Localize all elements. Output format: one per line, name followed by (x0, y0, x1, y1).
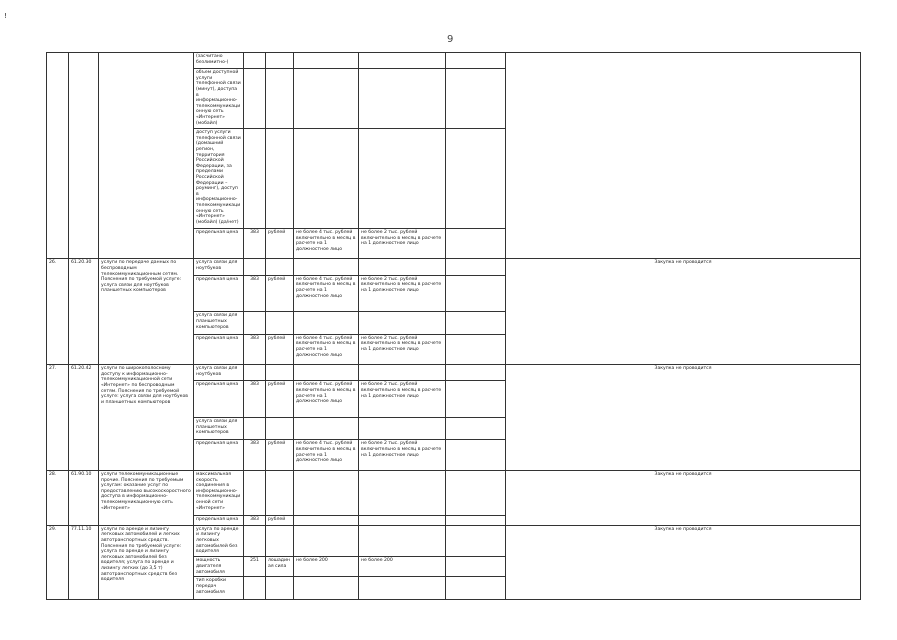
unit-cell: рублей (266, 515, 294, 525)
row-number-cell: 29. (47, 525, 69, 599)
technical-value-cell (359, 312, 446, 334)
okei-code-cell (244, 259, 266, 275)
item-name-cell (99, 53, 194, 259)
empty-cell (446, 275, 506, 312)
okei-code-cell (244, 470, 266, 515)
characteristic-cell: мощность двигателя автомобиля (194, 557, 244, 577)
empty-cell (446, 259, 506, 275)
unit-cell: рублей (266, 275, 294, 312)
empty-cell (446, 365, 506, 381)
technical-value-cell: не более 2 тыс. рублей включительно в месяц в расчете на 1 должностное лицо (359, 275, 446, 312)
okei-code-cell (244, 69, 266, 129)
technical-value-cell: не более 2 тыс. рублей включительно в месяц в расчете на 1 должностное лицо (359, 381, 446, 418)
requirement-cell (294, 129, 359, 229)
characteristic-cell: услуга по аренде и лизингу легковых автомобилей без водителя (194, 525, 244, 556)
okei-code-cell: 383 (244, 515, 266, 525)
unit-cell (266, 129, 294, 229)
requirement-cell (294, 53, 359, 69)
requirement-cell (294, 515, 359, 525)
technical-value-cell (359, 525, 446, 556)
requirement-cell (294, 577, 359, 600)
characteristic-cell: предельная цена (194, 515, 244, 525)
characteristic-cell: услуга связи для ноутбуков (194, 365, 244, 381)
item-name-cell: услуги по аренде и лизингу легковых автомобилей и легких автотранспортных средств. Пояснения по требуемой услуге: услуга по аренде и лизингу легковых автомобилей без водителя; услуга по аренде и лизингу легких (до 3,5 т) автотранспортных средств без водителя (99, 525, 194, 599)
row-number-cell: 27. (47, 365, 69, 471)
characteristic-cell: предельная цена (194, 381, 244, 418)
unit-cell (266, 259, 294, 275)
requirement-cell: не более 4 тыс. рублей включительно в месяц в расчете на 1 должностное лицо (294, 334, 359, 365)
characteristic-cell: предельная цена (194, 228, 244, 259)
empty-cell (446, 312, 506, 334)
requirement-cell (294, 259, 359, 275)
row-number-cell (47, 53, 69, 259)
item-name-cell: услуги по передаче данных по беспроводным телекоммуникационным сетям. Пояснения по требуемой услуге: услуга связи для ноутбуков планшетных компьютеров (99, 259, 194, 365)
okei-code-cell (244, 53, 266, 69)
empty-cell (446, 515, 506, 525)
table-row (47, 470, 861, 515)
unit-cell (266, 577, 294, 600)
unit-cell: рублей (266, 334, 294, 365)
okpd-code-cell (69, 53, 99, 259)
empty-cell (446, 418, 506, 440)
okei-code-cell (244, 525, 266, 556)
item-name-cell: услуги телекоммуникационные прочие. Пояснения по требуемым услугам: оказание услуг по предоставлению высокоскоростного доступа в информационно-телекоммуникационную сеть «Интернет» (99, 470, 194, 525)
unit-cell (266, 470, 294, 515)
okei-code-cell: 383 (244, 381, 266, 418)
technical-value-cell (359, 515, 446, 525)
requirement-cell (294, 69, 359, 129)
requirement-cell: не более 4 тыс. рублей включительно в месяц в расчете на 1 должностное лицо (294, 440, 359, 471)
note-cell: Закупка не проводится (506, 470, 861, 525)
empty-cell (446, 228, 506, 259)
okei-code-cell: 251 (244, 557, 266, 577)
note-cell: Закупка не проводится (506, 365, 861, 471)
requirement-cell (294, 365, 359, 381)
technical-value-cell (359, 577, 446, 600)
technical-value-cell (359, 129, 446, 229)
table-row (47, 365, 861, 381)
requirement-cell: не более 4 тыс. рублей включительно в месяц в расчете на 1 должностное лицо (294, 228, 359, 259)
characteristic-cell: тип коробки передач автомобиля (194, 577, 244, 600)
unit-cell (266, 69, 294, 129)
characteristic-cell: предельная цена (194, 334, 244, 365)
row-number-cell: 28. (47, 470, 69, 525)
characteristic-cell: объем доступной услуги телефонной связи (минут), доступа в информационно-телекоммуникационную сеть «Интернет» (мобайл) (194, 69, 244, 129)
characteristic-cell: услуга связи для планшетных компьютеров (194, 418, 244, 440)
okpd-code-cell: 61.20.42 (69, 365, 99, 471)
empty-cell (446, 53, 506, 69)
characteristic-cell: предельная цена (194, 275, 244, 312)
characteristic-cell: услуга связи для ноутбуков (194, 259, 244, 275)
technical-value-cell (359, 259, 446, 275)
technical-value-cell: не более 2 тыс. рублей включительно в месяц в расчете на 1 должностное лицо (359, 440, 446, 471)
unit-cell (266, 525, 294, 556)
empty-cell (446, 381, 506, 418)
characteristic-cell: услуга связи для планшетных компьютеров (194, 312, 244, 334)
empty-cell (446, 69, 506, 129)
requirement-cell: не более 4 тыс. рублей включительно в месяц в расчете на 1 должностное лицо (294, 275, 359, 312)
technical-value-cell (359, 69, 446, 129)
empty-cell (446, 470, 506, 515)
requirement-cell (294, 470, 359, 515)
okpd-code-cell: 61.20.30 (69, 259, 99, 365)
procurement-table (46, 52, 861, 600)
okei-code-cell (244, 129, 266, 229)
okei-code-cell (244, 312, 266, 334)
empty-cell (446, 440, 506, 471)
requirement-cell (294, 312, 359, 334)
technical-value-cell (359, 53, 446, 69)
unit-cell: рублей (266, 381, 294, 418)
technical-value-cell (359, 418, 446, 440)
unit-cell (266, 365, 294, 381)
okpd-code-cell: 61.90.10 (69, 470, 99, 525)
note-cell: Закупка не проводится (506, 259, 861, 365)
unit-cell: рублей (266, 440, 294, 471)
okpd-code-cell: 77.11.10 (69, 525, 99, 599)
empty-cell (446, 334, 506, 365)
table-row (47, 525, 861, 556)
technical-value-cell: не более 2 тыс. рублей включительно в месяц в расчете на 1 должностное лицо (359, 228, 446, 259)
table-row (47, 53, 861, 69)
page-number: 9 (447, 34, 454, 45)
empty-cell (446, 557, 506, 577)
okei-code-cell (244, 577, 266, 600)
technical-value-cell (359, 470, 446, 515)
requirement-cell: не более 4 тыс. рублей включительно в месяц в расчете на 1 должностное лицо (294, 381, 359, 418)
characteristic-cell: предельная цена (194, 440, 244, 471)
okei-code-cell (244, 365, 266, 381)
margin-mark: ! (4, 12, 7, 20)
okei-code-cell: 383 (244, 228, 266, 259)
requirement-cell (294, 418, 359, 440)
table-row (47, 259, 861, 275)
empty-cell (446, 577, 506, 600)
okei-code-cell: 383 (244, 334, 266, 365)
okei-code-cell: 383 (244, 275, 266, 312)
unit-cell: лошадиная сила (266, 557, 294, 577)
item-name-cell: услуги по широкополосному доступу к информационно-телекоммуникационной сети «Интернет» по беспроводным сетям. Пояснения по требуемой услуге: услуга связи для ноутбуков и планшетных компьютеров (99, 365, 194, 471)
okei-code-cell: 383 (244, 440, 266, 471)
empty-cell (446, 525, 506, 556)
technical-value-cell: не более 2 тыс. рублей включительно в месяц в расчете на 1 должностное лицо (359, 334, 446, 365)
note-cell: Закупка не проводится (506, 525, 861, 599)
row-number-cell: 26. (47, 259, 69, 365)
characteristic-cell: максимальная скорость соединения в информационно-телекоммуникационной сети «Интернет» (194, 470, 244, 515)
requirement-cell (294, 525, 359, 556)
unit-cell (266, 312, 294, 334)
note-cell (506, 53, 861, 259)
characteristic-cell: (засчитано безлимитно-) (194, 53, 244, 69)
requirement-cell: не более 200 (294, 557, 359, 577)
technical-value-cell (359, 365, 446, 381)
unit-cell: рублей (266, 228, 294, 259)
okei-code-cell (244, 418, 266, 440)
technical-value-cell: не более 200 (359, 557, 446, 577)
unit-cell (266, 53, 294, 69)
unit-cell (266, 418, 294, 440)
empty-cell (446, 129, 506, 229)
characteristic-cell: доступ услуги телефонной связи (домашний регион, территория Российской Федерации, за пределами Российской Федерации – роуминг), доступ в информационно-телекоммуникационную сеть «Интернет» (мобайл) (да/нет) (194, 129, 244, 229)
